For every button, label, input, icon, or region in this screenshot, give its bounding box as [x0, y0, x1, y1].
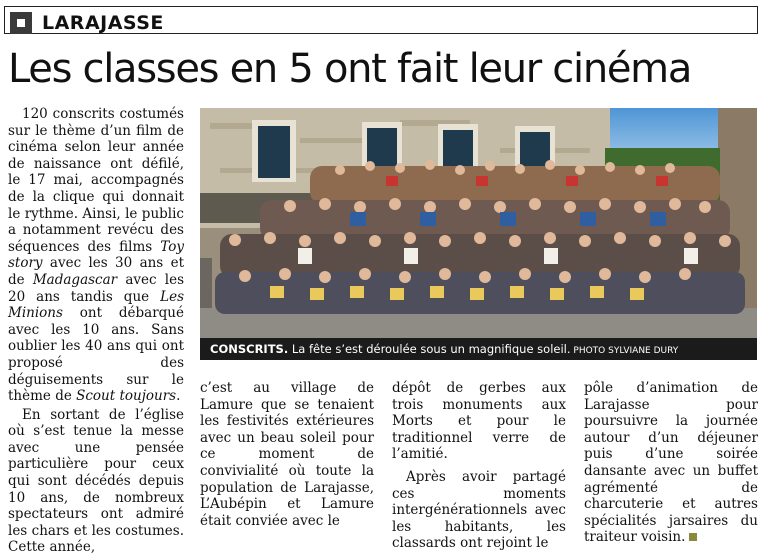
photo-caption	[200, 338, 757, 360]
paragraph-4: dépôt de gerbes aux trois monuments aux Morts et pour le traditionnel verre de l’amitié.	[392, 380, 566, 463]
paragraph-6: pôle d’animation de Larajasse pour poursuivre la journée autour d’un déjeuner puis d’une soirée dansante avec un buffet agrémenté de charcuterie et autres spécialités jarsaires du traiteur voisin.	[584, 380, 758, 546]
photo-credit: PHOTO SYLVIANE DURY	[570, 346, 679, 356]
end-of-article-icon	[689, 533, 697, 541]
paragraph-5: Après avoir partagé ces moments intergénérationnels avec les habitants, les classards ont rejoint le	[392, 468, 566, 552]
article-column-1	[8, 106, 184, 556]
paragraph-2: En sortant de l’église où s’est tenue la messe avec une pensée particulière pour ceux qui sont décédés depuis 10 ans, de nombreux spectateurs ont admiré les chars et les costumes. Cette année,	[8, 406, 184, 556]
section-square-icon	[10, 12, 32, 34]
article-column-2	[200, 380, 374, 529]
paragraph-1: 120 conscrits costumés sur le thème d’un film de cinéma selon leur année de naissance ont défilé, le 17 mai, accompagnés de la clique qui donnait le rythme. Ainsi, le public a notamment revécu des séquences des films Toy story avec les 30 ans et de Madagascar avec les 20 ans tandis que Les Minions ont débarqué avec les 10 ans. Sans oublier les 40 ans qui ont proposé des déguisements sur le thème de Scout toujours.	[8, 106, 184, 405]
section-header	[4, 6, 758, 34]
article-column-3	[392, 380, 566, 552]
paragraph-3: c’est au village de Lamure que se tenaient les festivités extérieures avec un beau soleil pour ce moment de convivialité où toute la population de Larajasse, L’Aubépin et Lamure était conviée avec le	[200, 380, 374, 529]
section-title: LARAJASSE	[42, 12, 164, 34]
article-column-4	[584, 380, 758, 546]
article-headline: Les classes en 5 ont fait leur cinéma	[8, 46, 692, 92]
caption-lead: CONSCRITS.	[210, 342, 289, 356]
group-photo	[200, 108, 757, 338]
caption-text: La fête s’est déroulée sous un magnifique soleil.	[288, 342, 571, 356]
